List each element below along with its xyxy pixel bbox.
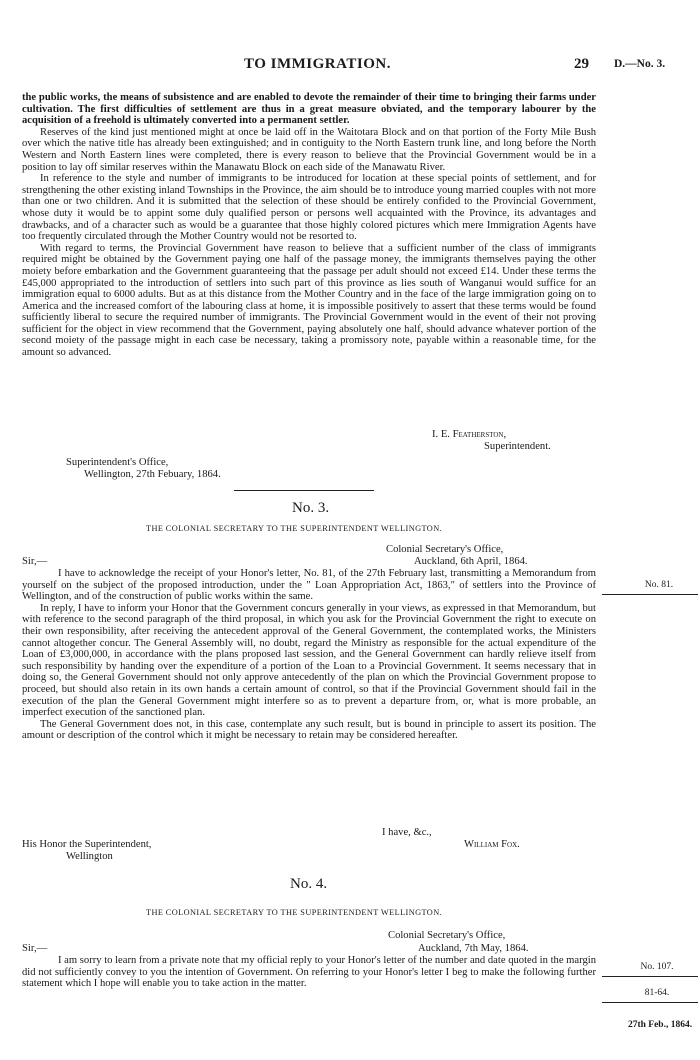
letter-4-para-1: I am sorry to learn from a private note that my official reply to your Honor's letter of the number and date quoted in the margin did not sufficiently convey to you the intention of Government. On referring to your Honor's letter I beg to make the following further statement which I hope will enable you to take action in the matter. xyxy=(22,955,596,990)
margin-rule-4a xyxy=(602,976,698,977)
office-line-2: Wellington, 27th Febuary, 1864. xyxy=(84,469,221,480)
letter-3-para-1: I have to acknowledge the receipt of your Honor's letter, No. 81, of the 27th February last, transmitting a Memorandum from yourself on the subject of the proposed introduction, under the " Loan Appropriation Act, 1863," of settlers into the Province of Wellington, and of the construction of public works within the same. xyxy=(22,568,596,603)
letter-3-para-3: The General Government does not, in this case, contemplate any such result, but is bound in principle to assert its position. The amount or description of the control which it might be necessary to retain may be considered hereafter. xyxy=(22,718,596,742)
margin-ref-4a: No. 107. xyxy=(640,962,674,972)
recipient-3a: His Honor the Superintendent, xyxy=(22,839,152,850)
office-line-1: Superintendent's Office, xyxy=(66,457,169,468)
margin-ref-3: No. 81. xyxy=(644,580,674,590)
running-title: TO IMMIGRATION. xyxy=(244,56,391,72)
office-line-3a: Colonial Secretary's Office, xyxy=(386,544,504,555)
letter-address-4: THE COLONIAL SECRETARY TO THE SUPERINTENDENT WELLINGTON. xyxy=(146,908,443,917)
signature-title: Superintendent. xyxy=(484,441,551,452)
para-intro: the public works, the means of subsistence and are enabled to devote the remainder of their time to bringing their farms under cultivation. The first difficulties of settlement are thus in a great measure obviated, and the temporary labourer by the acquisition of a freehold is ultimately converted into a permanent settler. xyxy=(22,92,596,127)
para-reserves: Reserves of the kind just mentioned might at once be laid off in the Waitotara Block and on that portion of the Forty Mile Bush over which the native title has already been extinguished; and in contiguity to the North Eastern trunk line, and long before the North Western and North Eastern lines were completed, there is every reason to believe that the Provincial Government would be in a position to lay off similar reserves within the Manawatu Block on each side of the Manawatu River. xyxy=(22,126,596,173)
signature-name: I. E. Featherston, xyxy=(432,429,507,440)
margin-rule-4b xyxy=(602,1002,698,1003)
recipient-3b: Wellington xyxy=(66,851,113,862)
salutation-3: Sir,— xyxy=(22,556,48,567)
margin-rule-3 xyxy=(602,594,698,595)
signer-3: William Fox. xyxy=(464,839,520,850)
office-line-4b: Auckland, 7th May, 1864. xyxy=(418,943,529,954)
letter-4-body xyxy=(22,955,596,990)
letter-address-3: THE COLONIAL SECRETARY TO THE SUPERINTENDENT WELLINGTON. xyxy=(146,524,443,533)
memorandum-body xyxy=(22,92,596,359)
page-number: 29 xyxy=(574,56,589,72)
closing-3: I have, &c., xyxy=(382,827,432,838)
document-reference: D.—No. 3. xyxy=(614,58,666,70)
letter-number-4: No. 4. xyxy=(290,876,328,892)
divider xyxy=(234,490,374,491)
letter-3-para-2: In reply, I have to inform your Honor that the Government concurs generally in your views, as expressed in that Memorandum, but with reference to the second paragraph of the third proposal, in which you ask for the Provincial Government the right to execute on their own responsibility, after receiving the antecedent approval of the General Government, the contemplated works, the Ministers cannot altogether concur. The General Assembly will, no doubt, regard the Ministry as responsible for the actual expenditure of the Loan of £3,000,000, in accordance with the plans proposed last session, and the General Government can hardly relieve itself from such responsibility by handing over the expenditure of a portion of the Loan to a Provincial Government. It seems necessary that in doing so, the General Government should not only approve antecedently of the plan on which the Provincial Government propose to proceed, but should also retain in its own hands a certain amount of control, so that if the Provincial Government should fail in the execution of the plan the General Government might interfere so as to prevent a departure from, or, what is more probable, an imperfect execution of the sanctioned plan. xyxy=(22,602,596,719)
letter-3-body xyxy=(22,568,596,742)
office-line-4a: Colonial Secretary's Office, xyxy=(388,930,506,941)
page-header xyxy=(0,56,700,76)
para-terms: With regard to terms, the Provincial Government have reason to believe that a sufficient number of the class of immigrants required might be obtained by the Government paying one half of the passage money, the immigrants themselves paying the other moiety before embarkation and the Government guaranteeing that the passage per adult should not exceed £14. Under these terms the £45,000 appropriated to the introduction of settlers into such part of this province as lies south of Wanganui would suffice for an immigration equal to 6000 adults. But as at this distance from the Mother Country and in the face of the large immigration going on to America and the increased comfort of the labouring class at home, it is impossible positively to assert that these terms would be found sufficiently liberal to secure the required number of immigrants. The Provincial Government would in the event of their not proving sufficient for the object in view recommend that the Government, paying absolutely one half, should advance whatever portion of the second moiety of the passage might in each case be necessary, taking a promissory note, payable within a reasonable time, for the amount so advanced. xyxy=(22,242,596,359)
margin-ref-4c: 27th Feb., 1864. xyxy=(627,1020,693,1030)
office-line-3b: Auckland, 6th April, 1864. xyxy=(414,556,528,567)
margin-ref-4b: 81-64. xyxy=(644,988,670,998)
letter-number-3: No. 3. xyxy=(292,500,330,516)
salutation-4: Sir,— xyxy=(22,943,48,954)
para-style: In reference to the style and number of immigrants to be introduced for location at these special points of settlement, and for strengthening the other existing inland Townships in the Province, the aim should be to introduce young married couples with not more than one or two children. And it is submitted that the selection of these should be entirely confided to the Provincial Government, whose duty it would be to appint some duly qualified person or persons well acquainted with the Province, its advantages and drawbacks, and of a character such as would be a guarantee that those highly colored pictures which mere Immigration Agents have too frequently circulated through the Mother Country would not be resorted to. xyxy=(22,173,596,243)
